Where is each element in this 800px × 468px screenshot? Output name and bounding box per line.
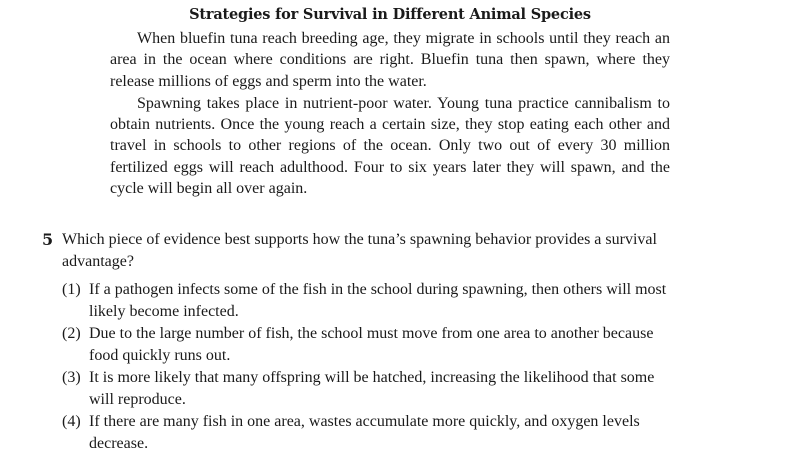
answer-option-4[interactable]: [62, 411, 672, 454]
answer-options: [62, 279, 672, 454]
option-label: (4): [62, 413, 81, 430]
question-block: [42, 229, 722, 455]
option-label: (3): [62, 369, 81, 386]
answer-option-1[interactable]: [62, 279, 672, 322]
passage-paragraph-1: When bluefin tuna reach breeding age, they migrate in schools until they reach an area in the ocean where conditions are right. Bluefin tuna then spawn, where they release millions of eggs and sperm into the water.: [110, 30, 670, 90]
reading-passage: [110, 4, 670, 199]
answer-option-3[interactable]: [62, 367, 672, 410]
question-text: Which piece of evidence best supports how the tuna’s spawning behavior provides a survival advantage?: [62, 231, 657, 270]
option-text: It is more likely that many offspring will be hatched, increasing the likelihood that some will reproduce.: [89, 369, 655, 408]
question-number: 5: [42, 230, 54, 249]
option-text: If there are many fish in one area, wastes accumulate more quickly, and oxygen levels decrease.: [89, 413, 640, 452]
answer-option-2[interactable]: [62, 323, 672, 366]
passage-paragraph-2: Spawning takes place in nutrient-poor water. Young tuna practice cannibalism to obtain nutrients. Once the young reach a certain size, they stop eating each other and travel in schools to other regions of the ocean. Only two out of every 30 million fertilized eggs will reach adulthood. Four to six years later they will spawn, and the cycle will begin all over again.: [110, 94, 670, 198]
option-label: (1): [62, 281, 81, 298]
question-stem: [42, 229, 722, 272]
option-text: If a pathogen infects some of the fish in the school during spawning, then others will most likely become infected.: [89, 281, 667, 320]
option-text: Due to the large number of fish, the school must move from one area to another because food quickly runs out.: [89, 325, 654, 364]
passage-title: Strategies for Survival in Different Animal Species: [189, 6, 591, 23]
option-label: (2): [62, 325, 81, 342]
